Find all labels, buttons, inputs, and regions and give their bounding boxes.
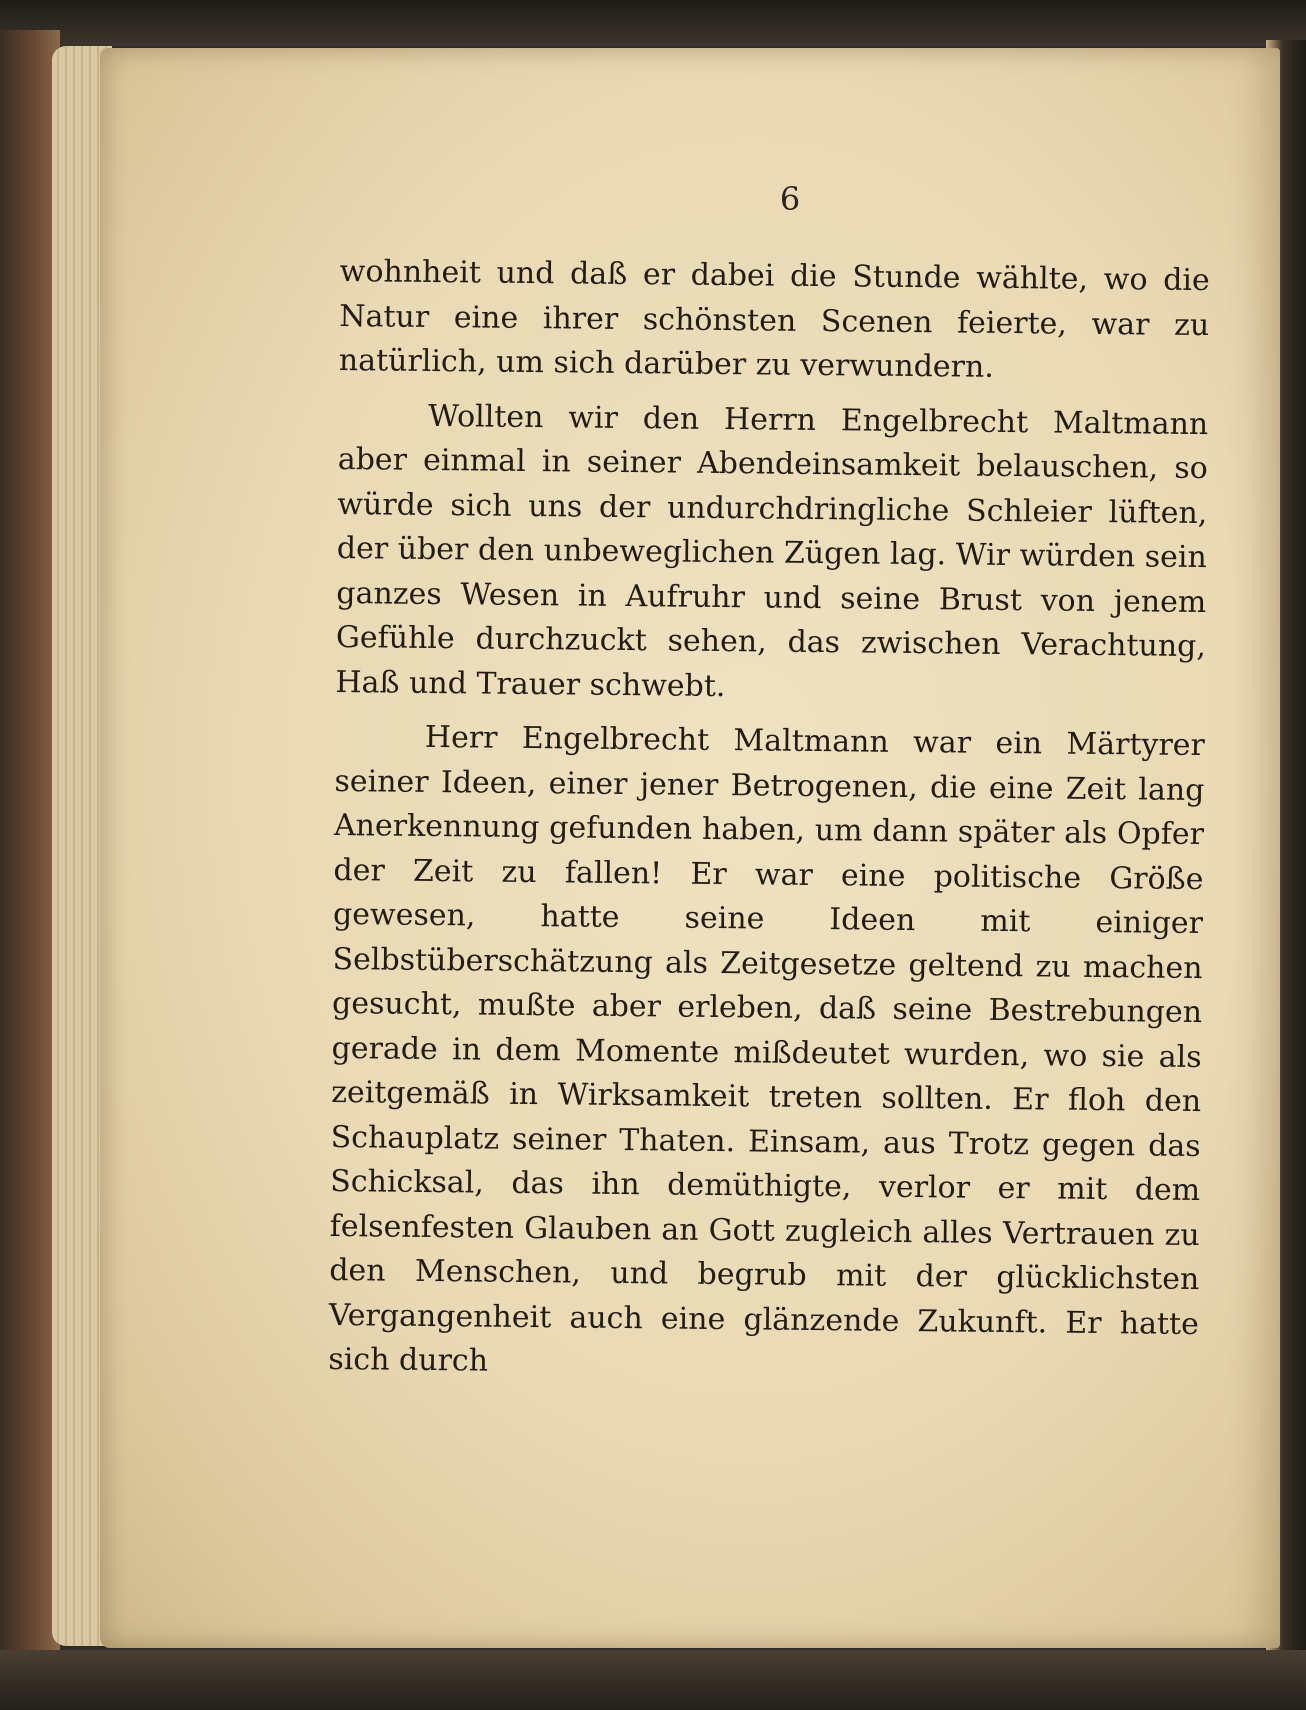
- page-number: 6: [779, 180, 801, 218]
- book-cover-left-edge: [0, 30, 60, 1670]
- page-text-block: [328, 250, 1210, 1392]
- paragraph-2: Wollten wir den Herrn Engelbrecht Maltmann aber einmal in seiner Abendeinsamkeit belauschen, so würde sich uns der undurchdringliche Schleier lüften, der über den unbeweglichen Zügen lag. Wir würden sein ganzes Wesen in Aufruhr und seine Brust von jenem Gefühle durchzuckt sehen, das zwischen Verachtung, Haß und Trauer schwebt.: [335, 398, 1209, 704]
- paragraph-1: wohnheit und daß er dabei die Stunde wählte, wo die Natur eine ihrer schönsten Scenen feierte, war zu natürlich, um sich darüber zu verwundern.: [338, 253, 1210, 385]
- book-cover-bottom-edge: [0, 1650, 1306, 1710]
- paragraph-3: Herr Engelbrecht Maltmann war ein Märtyrer seiner Ideen, einer jener Betrogenen, die eine Zeit lang Anerkennung gefunden haben, um dann später als Opfer der Zeit zu fallen! Er war eine politische Größe gewesen, hatte seine Ideen mit einiger Selbstüberschätzung als Zeitgesetze geltend zu machen gesucht, mußte aber erleben, daß seine Bestrebungen gerade in dem Momente mißdeutet wurden, wo sie als zeitgemäß in Wirksamkeit treten sollten. Er floh den Schauplatz seiner Thaten. Einsam, aus Trotz gegen das Schicksal, das ihn demüthigte, verlor er mit dem felsenfesten Glauben an Gott zugleich alles Vertrauen zu den Menschen, und begrub mit der glücklichsten Vergangenheit auch eine glänzende Zukunft. Er hatte sich durch: [328, 719, 1206, 1379]
- book-cover-top-edge: [0, 0, 1306, 46]
